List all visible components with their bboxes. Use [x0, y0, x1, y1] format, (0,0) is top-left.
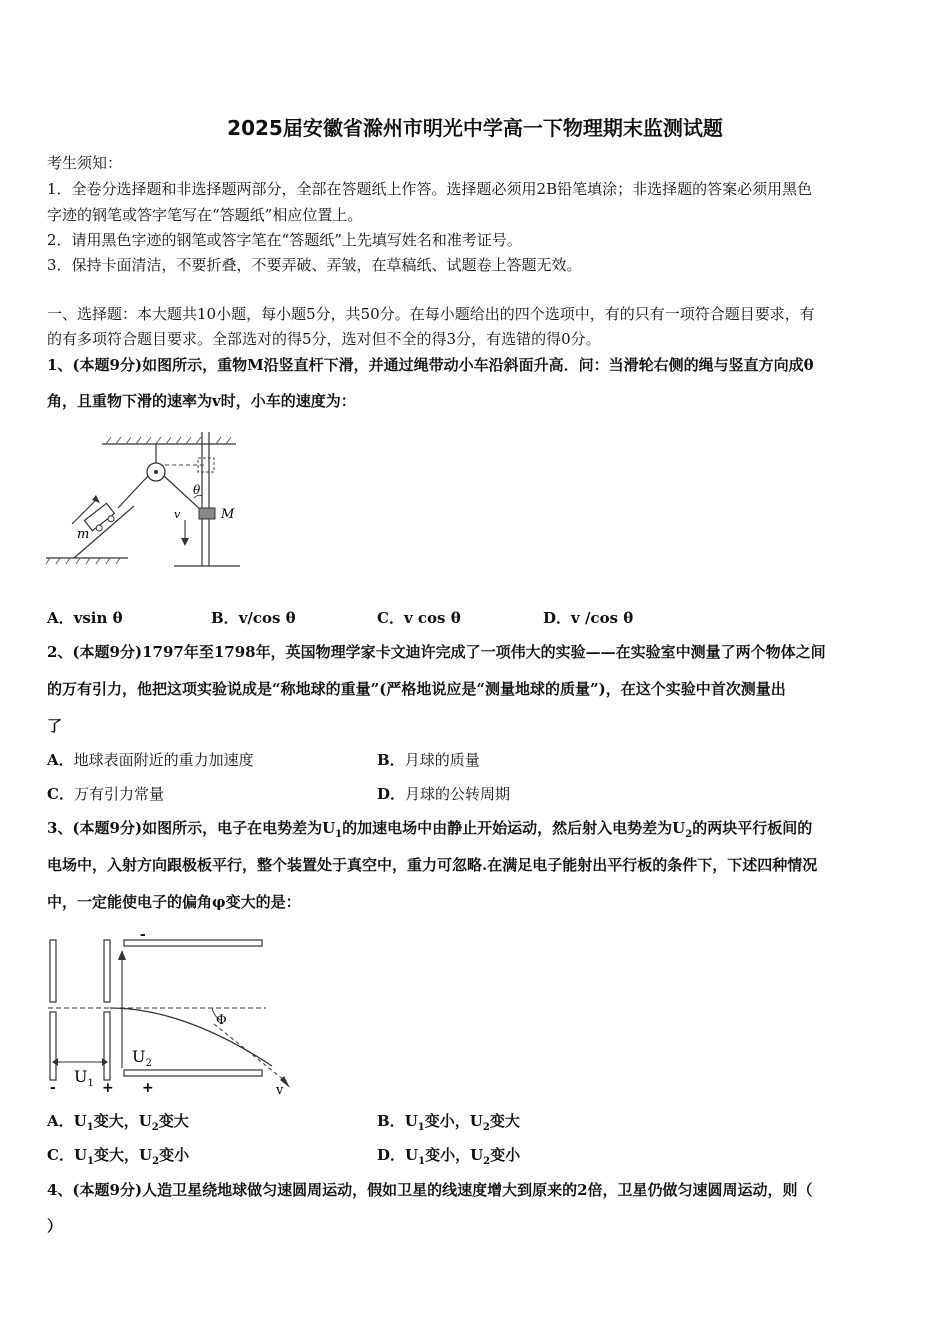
- q2-stem-cont: 的万有引力，他把这项实验说成是“称地球的重量”(严格地说应是“测量地球的质量”)，在这个实验中首次测量出: [47, 680, 786, 698]
- q1-option-b[interactable]: B．v/cos θ: [211, 609, 296, 627]
- q2-stem: 2、(本题9分)1797年至1798年，英国物理学家卡文迪许完成了一项伟大的实验——在实验室中测量了两个物体之间: [47, 643, 826, 661]
- q3-stem-cont-2: 中，一定能使电子的偏角φ变大的是：: [47, 893, 301, 911]
- q2-option-d[interactable]: D．月球的公转周期: [377, 785, 511, 803]
- q3-figure: [44, 928, 310, 1096]
- q1-option-d[interactable]: D．v /cos θ: [543, 609, 634, 627]
- q1-stem-cont: 角，且重物下滑的速率为v时，小车的速度为：: [47, 392, 356, 410]
- q1-theta-label: θ: [193, 483, 201, 497]
- page-title: 2025届安徽省滁州市明光中学高一下物理期末监测试题: [227, 116, 723, 140]
- q1-option-a[interactable]: A．vsin θ: [47, 609, 123, 627]
- notice-item-2: 2．请用黑色字迹的钢笔或答字笔在“答题纸”上先填写姓名和准考证号。: [47, 231, 522, 249]
- q3-minus-left: -: [50, 1080, 56, 1096]
- q3-plus-bottom: +: [142, 1080, 154, 1096]
- notice-item-1: 1．全卷分选择题和非选择题两部分，全部在答题纸上作答。选择题必须用2B铅笔填涂；非选择题的答案必须用黑色: [47, 180, 813, 198]
- q1-velocity-label: v: [174, 508, 181, 521]
- notice-item-1-cont: 字迹的钢笔或答字笔写在“答题纸”相应位置上。: [47, 206, 363, 224]
- q1-mass-M-label: M: [221, 507, 235, 522]
- q4-stem-cont: ）: [47, 1217, 63, 1235]
- q3-v-label: v: [276, 1083, 284, 1096]
- q3-phi-label: Φ: [216, 1013, 227, 1028]
- q3-option-d[interactable]: D．$U_1$变小，$U_2$变小: [377, 1146, 521, 1167]
- q3-minus-top: -: [140, 928, 146, 943]
- q3-U2-label: $U_2$: [132, 1047, 152, 1069]
- q3-option-a[interactable]: A．$U_1$变大，$U_2$变大: [47, 1112, 189, 1133]
- q2-option-b[interactable]: B．月球的质量: [377, 751, 480, 769]
- notice-heading: 考生须知：: [47, 154, 123, 172]
- q2-option-a[interactable]: A．地球表面附近的重力加速度: [47, 751, 254, 769]
- q3-option-c[interactable]: C．$U_1$变大，$U_2$变小: [47, 1146, 190, 1167]
- q4-stem: 4、(本题9分)人造卫星绕地球做匀速圆周运动，假如卫星的线速度增大到原来的2倍，卫星仍做匀速圆周运动，则（: [47, 1181, 813, 1199]
- q2-option-c[interactable]: C．万有引力常量: [47, 785, 164, 803]
- q3-stem: 3、(本题9分)如图所示，电子在电势差为$U_1$的加速电场中由静止开始运动，然后射入电势差为$U_2$的两块平行板间的: [47, 819, 813, 840]
- section-heading-cont: 的有多项符合题目要求。全部选对的得5分，选对但不全的得3分，有选错的得0分。: [47, 330, 601, 348]
- q3-U1-label: $U_1$: [74, 1067, 94, 1089]
- q1-cart-m-label: m: [77, 527, 90, 542]
- q3-stem-cont: 电场中，入射方向跟极板平行，整个装置处于真空中，重力可忽略.在满足电子能射出平行板的条件下，下述四种情况: [47, 856, 818, 874]
- section-heading: 一、选择题：本大题共10小题，每小题5分，共50分。在每小题给出的四个选项中，有的只有一项符合题目要求，有: [47, 305, 815, 323]
- q1-figure: [44, 418, 244, 568]
- q2-stem-cont-2: 了: [47, 717, 63, 735]
- q3-option-b[interactable]: B．$U_1$变小，$U_2$变大: [377, 1112, 520, 1133]
- q1-option-c[interactable]: C．v cos θ: [377, 609, 461, 627]
- q3-plus-left: +: [102, 1080, 114, 1096]
- notice-item-3: 3．保持卡面清洁，不要折叠，不要弄破、弄皱，在草稿纸、试题卷上答题无效。: [47, 256, 582, 274]
- q1-stem: 1、(本题9分)如图所示，重物M沿竖直杆下滑，并通过绳带动小车沿斜面升高．问：当滑轮右侧的绳与竖直方向成θ: [47, 356, 814, 374]
